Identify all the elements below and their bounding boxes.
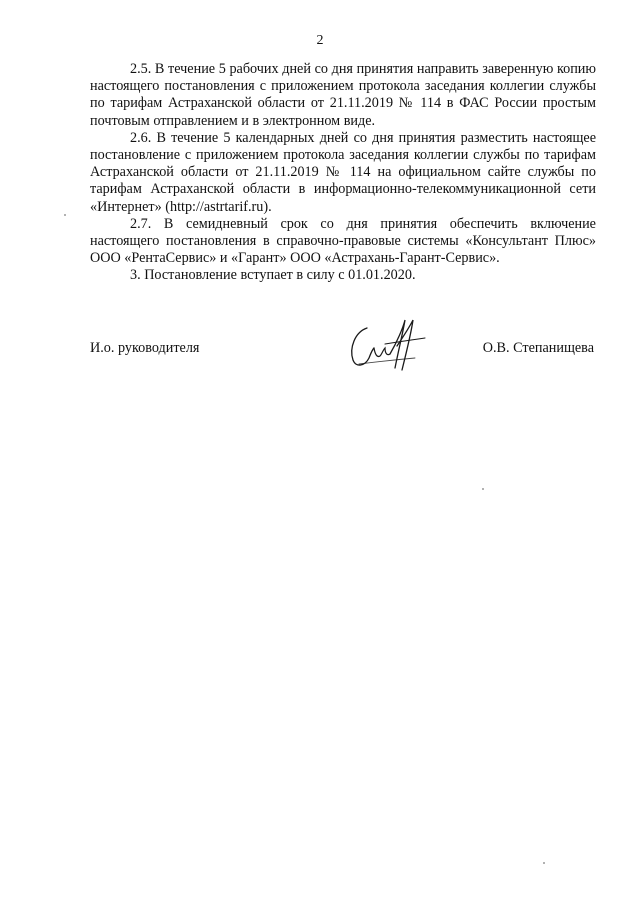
- signatory-title: И.о. руководителя: [90, 340, 200, 356]
- paragraph-2-6: 2.6. В течение 5 календарных дней со дня принятия разместить настоящее постановление с приложением протокола заседания коллегии службы по тарифам Астраханской области от 21.11.2019 № 114 на официальном сайте службы по тарифам Астраханской области в информационно-телекоммуникационной сети «Интернет» (http://astrtarif.ru).: [90, 129, 596, 215]
- document-body: [90, 61, 596, 285]
- paragraph-2-7: 2.7. В семидневный срок со дня принятия обеспечить включение настоящего постановления в справочно-правовые системы «Консультант Плюс» ООО «РентаСервис» и «Гарант» ООО «Астрахань-Гарант-Сервис».: [90, 215, 596, 267]
- paragraph-2-5: 2.5. В течение 5 рабочих дней со дня принятия направить заверенную копию настоящего постановления с приложением протокола заседания коллегии службы по тарифам Астраханской области от 21.11.2019 № 114 в ФАС России простым почтовым отправлением и в электронном виде.: [90, 61, 596, 129]
- signatory-name: О.В. Степанищева: [482, 340, 594, 356]
- scan-speck: [543, 862, 545, 864]
- page-number: 2: [316, 33, 324, 48]
- handwritten-signature: [345, 318, 435, 374]
- paragraph-3: 3. Постановление вступает в силу с 01.01.2020.: [130, 267, 416, 284]
- scan-speck: [482, 488, 484, 490]
- scan-speck: [64, 214, 66, 216]
